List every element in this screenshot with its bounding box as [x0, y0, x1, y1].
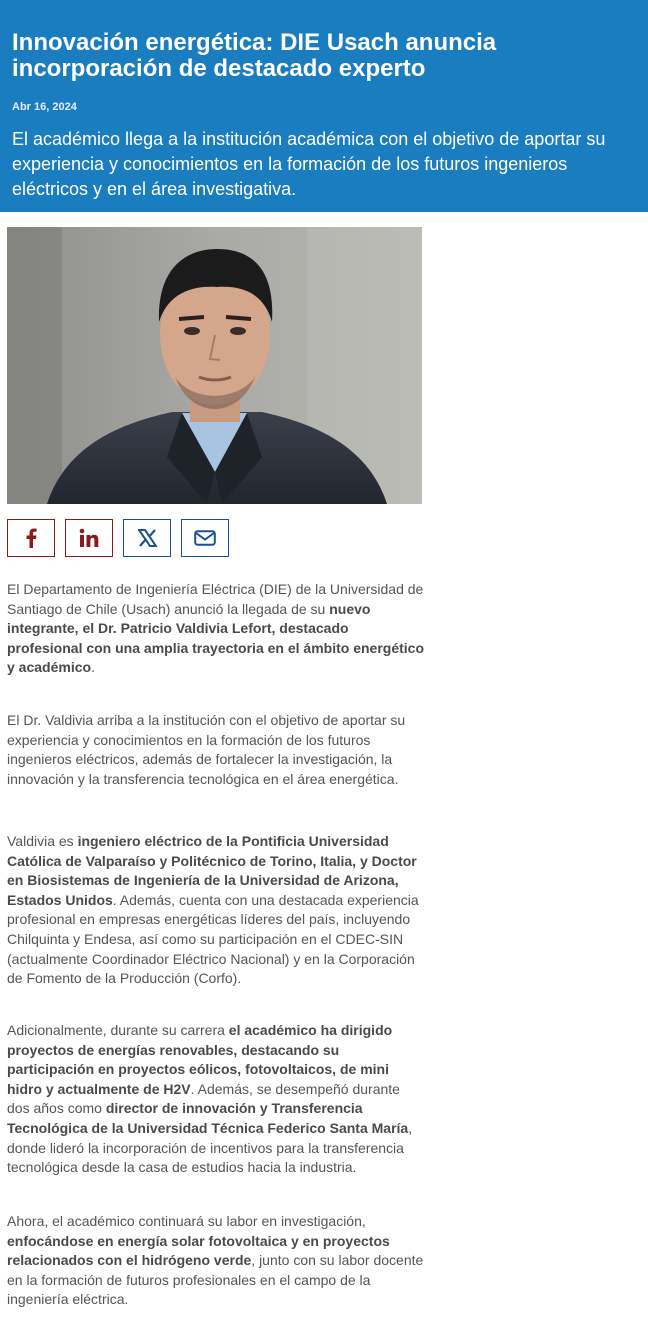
share-linkedin-button[interactable] [65, 519, 113, 557]
article-date: Abr 16, 2024 [12, 101, 77, 113]
paragraph-5: Ahora, el académico continuará su labor en investigación, enfocándose en energía solar fotovoltaica y en proyectos relacionados con el hidrógeno verde, junto con su labor docente en la formación de futuros profesionales en el campo de la ingeniería eléctrica. [7, 1213, 424, 1308]
paragraph-3: Valdivia es ingeniero eléctrico de la Pontificia Universidad Católica de Valparaíso y Politécnico de Torino, Italia, y Doctor en Biosistemas de Ingeniería de la Universidad de Arizona, Estados Unidos. Además, cuenta con una destacada experiencia profesional en empresas energéticas líderes del país, incluyendo Chilquinta y Endesa, así como su participación en el CDEC-SIN (actualmente Coordinador Eléctrico Nacional) y en la Corporación de Fomento de la Producción (Corfo). [7, 833, 419, 987]
paragraph-2: El Dr. Valdivia arriba a la institución con el objetivo de aportar su experiencia y conocimientos en la formación de los futuros ingenieros eléctricos, además de fortalecer la investigación, la innovación y la transferencia tecnológica en el área energética. [7, 712, 406, 787]
facebook-icon [24, 528, 38, 548]
share-x-button[interactable] [123, 519, 171, 557]
linkedin-icon [79, 528, 99, 548]
article-body [7, 580, 425, 1308]
article-title: Innovación energética: DIE Usach anuncia incorporación de destacado experto [12, 29, 497, 82]
email-icon [194, 530, 216, 546]
article-photo [7, 227, 422, 504]
x-icon [138, 529, 157, 547]
article-header [0, 0, 648, 212]
share-facebook-button[interactable] [7, 519, 55, 557]
share-bar [7, 519, 229, 557]
paragraph-1: El Departamento de Ingeniería Eléctrica (DIE) de la Universidad de Santiago de Chile (Usach) anunció la llegada de su nuevo integrante, el Dr. Patricio Valdivia Lefort, destacado profesional con una amplia trayectoria en el ámbito energético y académico. [7, 581, 424, 676]
portrait-image [7, 227, 422, 504]
article-lead: El académico llega a la institución académica con el objetivo de aportar su experiencia y conocimientos en la formación de los futuros ingenieros eléctricos y en el área investigativa. [12, 129, 606, 199]
share-email-button[interactable] [181, 519, 229, 557]
paragraph-4: Adicionalmente, durante su carrera el académico ha dirigido proyectos de energías renovables, destacando su participación en proyectos eólicos, fotovoltaicos, de mini hidro y actualmente de H2V. Además, se desempeñó durante dos años como director de innovación y Transferencia Tecnológica de la Universidad Técnica Federico Santa María, donde lideró la incorporación de incentivos para la transferencia tecnológica desde la casa de estudios hacia la industria. [7, 1022, 413, 1176]
